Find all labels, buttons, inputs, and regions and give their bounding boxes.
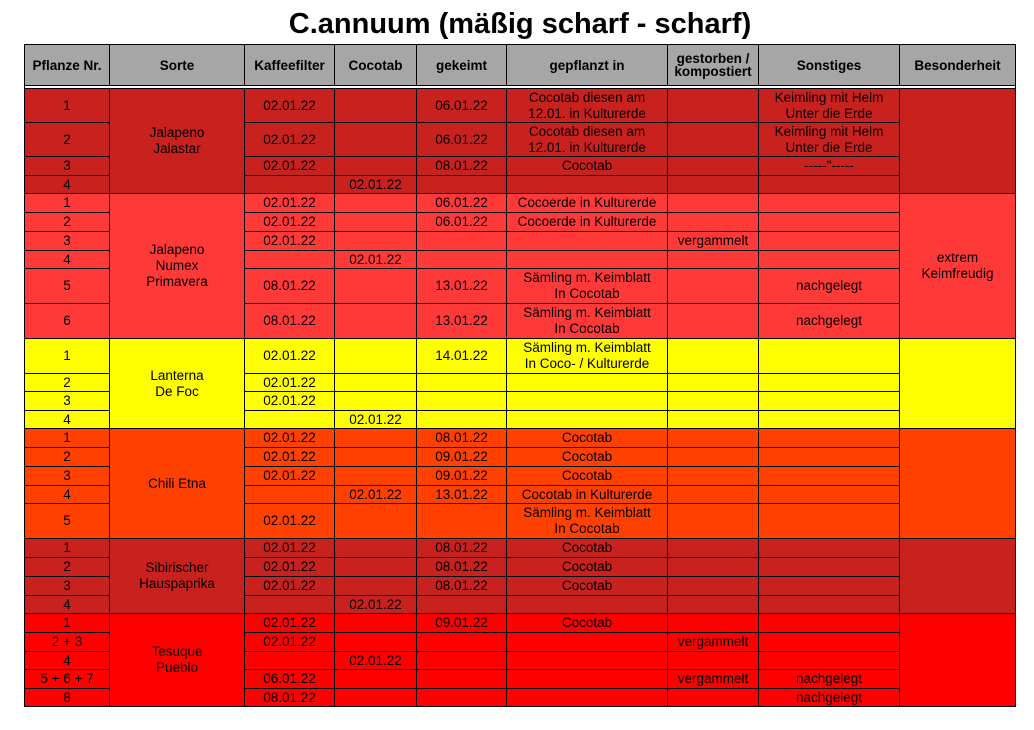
cell-gestorben [668,558,759,577]
cell-cocotab: 02.01.22 [335,176,417,194]
cell-pflanze-nr: 4 [25,652,110,670]
cell-cocotab [335,392,417,411]
header-row [25,45,1016,86]
cell-pflanze-nr: 1 [25,429,110,448]
cell-pflanze-nr: 5 [25,504,110,539]
cell-kaffeefilter: 02.01.22 [245,558,335,577]
cell-pflanze-nr: 1 [25,89,110,123]
cell-sonstiges [759,392,900,411]
cell-kaffeefilter: 02.01.22 [245,374,335,392]
cell-gepflanzt-in: Cocotab [507,467,668,486]
cell-gekeimt: 06.01.22 [417,123,507,157]
cell-pflanze-nr: 8 [25,689,110,707]
cell-gepflanzt-in [507,670,668,689]
cell-gepflanzt-in [507,374,668,392]
cell-cocotab: 02.01.22 [335,486,417,504]
cell-cocotab [335,213,417,232]
cell-cocotab: 02.01.22 [335,652,417,670]
header-gestorben: gestorben / kompostiert [668,45,759,86]
cell-gepflanzt-in [507,411,668,429]
cell-gestorben [668,392,759,411]
cell-kaffeefilter: 02.01.22 [245,614,335,633]
cell-gekeimt [417,411,507,429]
cell-cocotab [335,269,417,304]
header-sonstiges: Sonstiges [759,45,900,86]
cell-gepflanzt-in [507,176,668,194]
cell-cocotab: 02.01.22 [335,596,417,614]
cell-kaffeefilter: 08.01.22 [245,304,335,339]
cell-kaffeefilter: 08.01.22 [245,269,335,304]
cell-gekeimt [417,392,507,411]
cell-sonstiges [759,633,900,652]
cell-cocotab [335,339,417,374]
cell-gekeimt: 08.01.22 [417,539,507,558]
cell-gekeimt [417,633,507,652]
cell-gepflanzt-in: Sämling m. Keimblatt In Coco- / Kulturerde [507,339,668,374]
cell-kaffeefilter: 02.01.22 [245,448,335,467]
cell-gestorben [668,339,759,374]
cell-besonderheit [900,539,1016,614]
cell-besonderheit [900,339,1016,429]
header-sorte: Sorte [110,45,245,86]
header-kaffeefilter: Kaffeefilter [245,45,335,86]
cell-gekeimt [417,670,507,689]
cell-gekeimt: 06.01.22 [417,89,507,123]
cell-cocotab [335,689,417,707]
cell-gestorben [668,213,759,232]
cell-pflanze-nr: 2 [25,213,110,232]
cell-gepflanzt-in [507,596,668,614]
cell-sonstiges [759,176,900,194]
cell-gepflanzt-in [507,232,668,251]
cell-sonstiges [759,467,900,486]
cell-gestorben [668,486,759,504]
cell-gestorben [668,504,759,539]
cell-gepflanzt-in: Cocotab [507,577,668,596]
cell-gestorben [668,467,759,486]
cell-gestorben [668,448,759,467]
cell-besonderheit: extrem Keimfreudig [900,194,1016,339]
cell-gestorben [668,269,759,304]
table-row [25,339,1016,374]
cell-kaffeefilter: 02.01.22 [245,429,335,448]
cell-cocotab [335,194,417,213]
cell-besonderheit [900,429,1016,539]
cell-gekeimt: 09.01.22 [417,467,507,486]
cell-gekeimt: 06.01.22 [417,194,507,213]
cell-sonstiges: nachgelegt [759,670,900,689]
cell-gestorben [668,251,759,269]
cell-cocotab [335,448,417,467]
cell-cocotab: 02.01.22 [335,411,417,429]
cell-gekeimt: 08.01.22 [417,157,507,176]
cell-pflanze-nr: 3 [25,467,110,486]
table-row [25,539,1016,558]
cell-gestorben: vergammelt [668,670,759,689]
cell-gestorben [668,123,759,157]
cell-kaffeefilter: 02.01.22 [245,213,335,232]
cell-sonstiges [759,448,900,467]
cell-gepflanzt-in: Cocotab [507,429,668,448]
cell-cocotab [335,374,417,392]
cell-besonderheit [900,614,1016,707]
cell-sonstiges [759,339,900,374]
cell-pflanze-nr: 5 [25,269,110,304]
cell-gestorben [668,176,759,194]
cell-cocotab [335,157,417,176]
cell-gestorben [668,157,759,176]
cell-gepflanzt-in [507,652,668,670]
cell-sonstiges [759,374,900,392]
cell-kaffeefilter: 02.01.22 [245,539,335,558]
cell-gestorben: vergammelt [668,232,759,251]
cell-sonstiges: nachgelegt [759,269,900,304]
cell-sonstiges: nachgelegt [759,304,900,339]
cell-gepflanzt-in: Sämling m. Keimblatt In Cocotab [507,269,668,304]
cell-sorte: Tesuque Pueblo [110,614,245,707]
header-gekeimt: gekeimt [417,45,507,86]
cell-sonstiges [759,429,900,448]
cell-pflanze-nr: 1 [25,539,110,558]
table-row [25,429,1016,448]
cell-pflanze-nr: 3 [25,232,110,251]
cell-gekeimt [417,596,507,614]
cell-sonstiges [759,558,900,577]
cell-gestorben [668,374,759,392]
cell-cocotab [335,577,417,596]
cell-cocotab [335,558,417,577]
cell-pflanze-nr: 3 [25,157,110,176]
cell-cocotab [335,429,417,448]
cell-cocotab [335,304,417,339]
cell-gestorben [668,596,759,614]
cell-pflanze-nr: 4 [25,176,110,194]
cell-kaffeefilter: 02.01.22 [245,157,335,176]
cell-gepflanzt-in: Cocotab [507,539,668,558]
cell-gekeimt: 09.01.22 [417,614,507,633]
cell-kaffeefilter: 02.01.22 [245,123,335,157]
cell-gestorben [668,539,759,558]
cell-gestorben [668,577,759,596]
cell-kaffeefilter: 02.01.22 [245,232,335,251]
cell-gekeimt: 13.01.22 [417,486,507,504]
cell-kaffeefilter: 06.01.22 [245,670,335,689]
cell-sonstiges [759,411,900,429]
header-cocotab: Cocotab [335,45,417,86]
cell-gekeimt [417,504,507,539]
cell-sonstiges [759,504,900,539]
cell-pflanze-nr: 2 [25,558,110,577]
cell-gepflanzt-in: Cocotab [507,157,668,176]
cell-gekeimt: 13.01.22 [417,304,507,339]
cell-cocotab [335,614,417,633]
cell-cocotab [335,232,417,251]
cell-gekeimt [417,232,507,251]
cell-sonstiges [759,577,900,596]
cell-gestorben [668,304,759,339]
cell-gestorben [668,89,759,123]
cell-kaffeefilter [245,251,335,269]
cell-sonstiges [759,194,900,213]
cell-gestorben [668,429,759,448]
cell-gepflanzt-in: Cocotab diesen am 12.01. in Kulturerde [507,123,668,157]
cell-sorte: Chili Etna [110,429,245,539]
cell-gepflanzt-in: Sämling m. Keimblatt In Cocotab [507,504,668,539]
cell-gestorben [668,689,759,707]
page-title: C.annuum (mäßig scharf - scharf) [288,8,752,40]
cell-gestorben [668,652,759,670]
cell-pflanze-nr: 1 [25,194,110,213]
header-besonderheit: Besonderheit [900,45,1016,86]
cell-gekeimt: 14.01.22 [417,339,507,374]
cell-pflanze-nr: 2 + 3 [25,633,110,652]
cell-kaffeefilter: 02.01.22 [245,504,335,539]
cell-kaffeefilter: 08.01.22 [245,689,335,707]
cell-gekeimt [417,251,507,269]
cell-cocotab [335,504,417,539]
cell-cocotab [335,123,417,157]
cell-sonstiges [759,614,900,633]
cell-sonstiges: Keimling mit Helm Unter die Erde [759,89,900,123]
cell-cocotab [335,670,417,689]
plant-table [24,44,1016,707]
cell-gepflanzt-in: Cocotab [507,614,668,633]
cell-gepflanzt-in: Cocotab [507,448,668,467]
cell-gekeimt: 13.01.22 [417,269,507,304]
cell-gekeimt: 08.01.22 [417,577,507,596]
cell-pflanze-nr: 6 [25,304,110,339]
cell-gekeimt [417,374,507,392]
cell-gekeimt: 06.01.22 [417,213,507,232]
cell-gepflanzt-in: Cocotab in Kulturerde [507,486,668,504]
cell-gekeimt: 08.01.22 [417,558,507,577]
cell-gepflanzt-in: Sämling m. Keimblatt In Cocotab [507,304,668,339]
cell-sonstiges [759,251,900,269]
cell-sonstiges [759,232,900,251]
cell-gepflanzt-in [507,689,668,707]
cell-gepflanzt-in: Cocoerde in Kulturerde [507,213,668,232]
cell-pflanze-nr: 4 [25,486,110,504]
cell-pflanze-nr: 4 [25,251,110,269]
cell-kaffeefilter: 02.01.22 [245,633,335,652]
cell-sonstiges [759,652,900,670]
cell-pflanze-nr: 4 [25,596,110,614]
cell-gestorben [668,411,759,429]
cell-sonstiges [759,539,900,558]
table-row [25,194,1016,213]
cell-gekeimt: 08.01.22 [417,429,507,448]
table-row [25,614,1016,633]
cell-gekeimt [417,176,507,194]
cell-gepflanzt-in: Cocoerde in Kulturerde [507,194,668,213]
cell-pflanze-nr: 2 [25,123,110,157]
cell-sonstiges [759,486,900,504]
cell-gekeimt [417,689,507,707]
cell-gestorben [668,614,759,633]
cell-pflanze-nr: 3 [25,392,110,411]
cell-pflanze-nr: 2 [25,374,110,392]
cell-kaffeefilter [245,652,335,670]
cell-kaffeefilter: 02.01.22 [245,467,335,486]
cell-sonstiges [759,596,900,614]
table-row [25,89,1016,123]
cell-cocotab: 02.01.22 [335,251,417,269]
cell-pflanze-nr: 1 [25,339,110,374]
header-gepflanzt-in: gepflanzt in [507,45,668,86]
cell-cocotab [335,467,417,486]
cell-pflanze-nr: 5 + 6 + 7 [25,670,110,689]
cell-gepflanzt-in [507,633,668,652]
cell-gepflanzt-in [507,251,668,269]
cell-cocotab [335,89,417,123]
cell-kaffeefilter [245,596,335,614]
cell-sonstiges [759,213,900,232]
cell-kaffeefilter [245,411,335,429]
cell-cocotab [335,539,417,558]
cell-pflanze-nr: 1 [25,614,110,633]
cell-gekeimt [417,652,507,670]
cell-kaffeefilter [245,176,335,194]
cell-gepflanzt-in [507,392,668,411]
cell-kaffeefilter: 02.01.22 [245,89,335,123]
cell-pflanze-nr: 2 [25,448,110,467]
cell-cocotab [335,633,417,652]
cell-kaffeefilter: 02.01.22 [245,392,335,411]
cell-pflanze-nr: 4 [25,411,110,429]
cell-sorte: Sibirischer Hauspaprika [110,539,245,614]
cell-kaffeefilter: 02.01.22 [245,194,335,213]
cell-sonstiges: Keimling mit Helm Unter die Erde [759,123,900,157]
cell-sonstiges: nachgelegt [759,689,900,707]
cell-sorte: Jalapeno Jalastar [110,89,245,194]
cell-sorte: Lanterna De Foc [110,339,245,429]
cell-pflanze-nr: 3 [25,577,110,596]
header-pflanze-nr: Pflanze Nr. [25,45,110,86]
cell-kaffeefilter [245,486,335,504]
cell-sonstiges: -----"----- [759,157,900,176]
cell-sorte: Jalapeno Numex Primavera [110,194,245,339]
cell-gekeimt: 09.01.22 [417,448,507,467]
cell-besonderheit [900,89,1016,194]
cell-gestorben [668,194,759,213]
cell-gestorben: vergammelt [668,633,759,652]
cell-kaffeefilter: 02.01.22 [245,577,335,596]
cell-kaffeefilter: 02.01.22 [245,339,335,374]
cell-gepflanzt-in: Cocotab diesen am 12.01. in Kulturerde [507,89,668,123]
cell-gepflanzt-in: Cocotab [507,558,668,577]
